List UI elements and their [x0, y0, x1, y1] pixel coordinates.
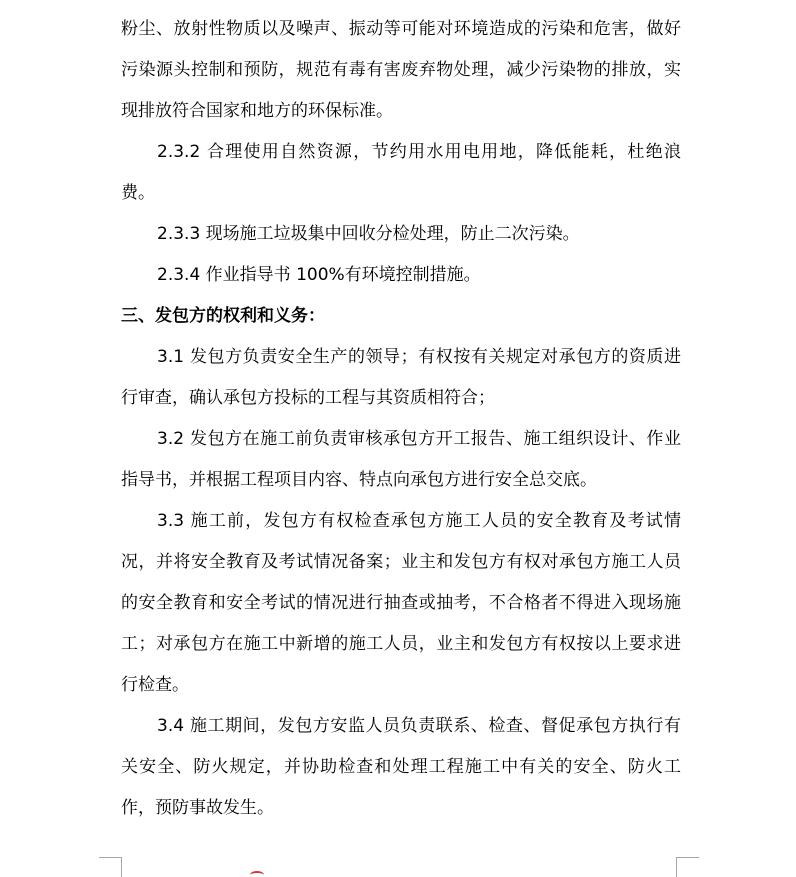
paragraph-environment-standards: 粉尘、放射性物质以及噪声、振动等可能对环境造成的污染和危害，做好污染源头控制和预防，规范有毒有害废弃物处理，减少污染物的排放，实现排放符合国家和地方的环保标准。	[121, 19, 681, 121]
paragraph-2-3-4: 2.3.4 作业指导书 100%有环境控制措施。	[157, 265, 481, 285]
page-corner-mark-right	[676, 857, 699, 877]
paragraph-2-3-2: 2.3.2 合理使用自然资源，节约用水用电用地，降低能耗，杜绝浪费。	[121, 142, 681, 203]
page-corner-mark-left	[99, 857, 122, 877]
red-annotation-mark	[250, 871, 264, 877]
paragraph-3-2: 3.2 发包方在施工前负责审核承包方开工报告、施工组织设计、作业指导书，并根据工程项目内容、特点向承包方进行安全总交底。	[121, 429, 681, 490]
document-body	[121, 9, 681, 829]
paragraph-3-4: 3.4 施工期间，发包方安监人员负责联系、检查、督促承包方执行有关安全、防火规定，并协助检查和处理工程施工中有关的安全、防火工作，预防事故发生。	[121, 716, 681, 818]
paragraph-3-3: 3.3 施工前，发包方有权检查承包方施工人员的安全教育及考试情况，并将安全教育及考试情况备案；业主和发包方有权对承包方施工人员的安全教育和安全考试的情况进行抽查或抽考，不合格者不得进入现场施工；对承包方在施工中新增的施工人员，业主和发包方有权按以上要求进行检查。	[121, 511, 681, 695]
paragraph-2-3-3: 2.3.3 现场施工垃圾集中回收分检处理，防止二次污染。	[157, 224, 580, 244]
paragraph-3-1: 3.1 发包方负责安全生产的领导；有权按有关规定对承包方的资质进行审查，确认承包方投标的工程与其资质相符合；	[121, 347, 681, 408]
section-heading-3: 三、发包方的权利和义务：	[121, 306, 325, 326]
